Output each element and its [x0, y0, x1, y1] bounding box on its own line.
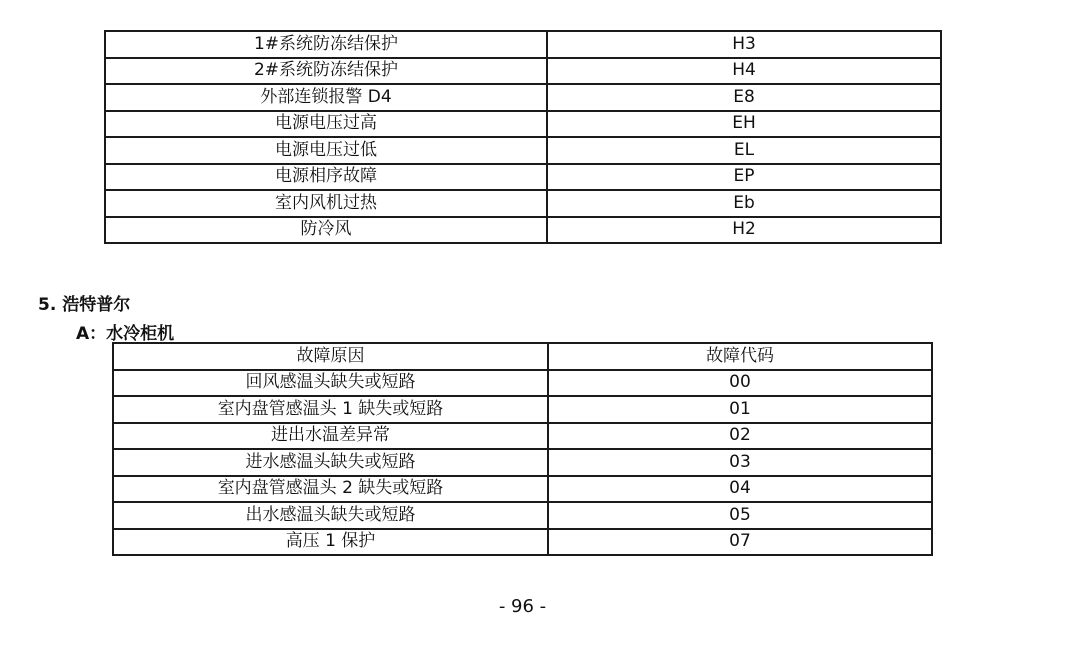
fault-cause-cell: 高压 1 保护: [113, 529, 548, 556]
fault-code-cell: 01: [548, 396, 932, 423]
fault-cause-cell: 室内盘管感温头 1 缺失或短路: [113, 396, 548, 423]
fault-code-table-water-cooled: [112, 342, 933, 556]
fault-cause-cell: 室内风机过热: [105, 190, 547, 217]
table-row: [105, 190, 941, 217]
fault-code-cell: EP: [547, 164, 941, 191]
fault-cause-cell: 外部连锁报警 D4: [105, 84, 547, 111]
fault-cause-cell: 电源电压过高: [105, 111, 547, 138]
fault-code-cell: Eb: [547, 190, 941, 217]
table-row: [105, 84, 941, 111]
fault-code-table-top: [104, 30, 942, 244]
fault-cause-cell: 2#系统防冻结保护: [105, 58, 547, 85]
table-row: [105, 217, 941, 244]
fault-cause-cell: 防冷风: [105, 217, 547, 244]
fault-code-cell: EL: [547, 137, 941, 164]
table-row: [113, 423, 932, 450]
fault-cause-cell: 出水感温头缺失或短路: [113, 502, 548, 529]
fault-code-cell: H3: [547, 31, 941, 58]
fault-cause-cell: 回风感温头缺失或短路: [113, 370, 548, 397]
page-number: - 96 -: [498, 596, 547, 617]
fault-code-cell: 00: [548, 370, 932, 397]
fault-cause-cell: 电源电压过低: [105, 137, 547, 164]
fault-code-cell: E8: [547, 84, 941, 111]
table-row: [113, 476, 932, 503]
table-row: [113, 449, 932, 476]
fault-cause-cell: 室内盘管感温头 2 缺失或短路: [113, 476, 548, 503]
fault-cause-cell: 进水感温头缺失或短路: [113, 449, 548, 476]
fault-cause-cell: 电源相序故障: [105, 164, 547, 191]
fault-code-cell: 03: [548, 449, 932, 476]
table-row: [105, 137, 941, 164]
sub-heading: A：水冷柜机: [76, 324, 175, 344]
table-row: [105, 58, 941, 85]
table-row: [105, 164, 941, 191]
fault-cause-cell: 进出水温差异常: [113, 423, 548, 450]
fault-cause-cell: 1#系统防冻结保护: [105, 31, 547, 58]
table-row: [113, 396, 932, 423]
table-header-row: [113, 343, 932, 370]
fault-code-cell: 05: [548, 502, 932, 529]
section-heading: 5. 浩特普尔: [38, 295, 131, 315]
table-row: [113, 529, 932, 556]
table-row: [105, 111, 941, 138]
column-header-code: 故障代码: [548, 343, 932, 370]
fault-code-cell: H4: [547, 58, 941, 85]
fault-code-cell: 07: [548, 529, 932, 556]
column-header-cause: 故障原因: [113, 343, 548, 370]
fault-code-cell: EH: [547, 111, 941, 138]
table-row: [113, 502, 932, 529]
fault-code-cell: 04: [548, 476, 932, 503]
table-row: [113, 370, 932, 397]
fault-code-cell: 02: [548, 423, 932, 450]
fault-code-cell: H2: [547, 217, 941, 244]
table-row: [105, 31, 941, 58]
